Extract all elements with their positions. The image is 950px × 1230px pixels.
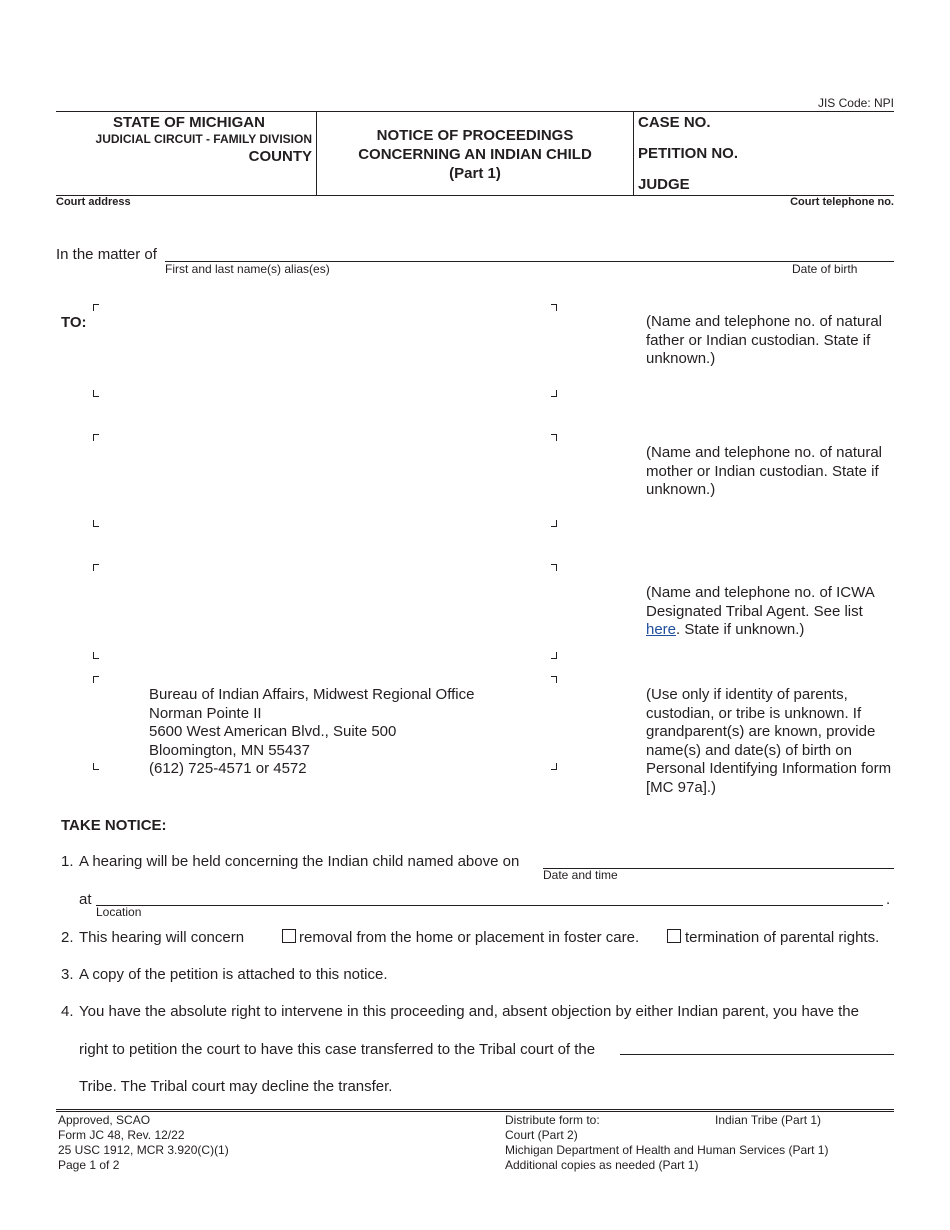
court-address-label: Court address [56,196,131,208]
tribal-agent-list-link[interactable]: here [646,621,677,638]
item2-number: 2. [61,929,74,946]
item4-line2: right to petition the court to have this case transferred to the Tribal court of the [79,1041,596,1058]
item1-number: 1. [61,853,74,870]
corner-mark [93,676,99,683]
corner-mark [93,652,99,659]
mother-note: (Name and telephone no. of natural mother or Indian custodian. State if unknown.) [646,444,882,498]
matter-label: In the matter of [56,246,157,263]
item3-number: 3. [61,966,74,983]
matter-name-caption: First and last name(s) alias(es) [165,262,330,276]
jis-code: JIS Code: NPI [817,96,894,110]
corner-mark [551,520,557,527]
hearing-location-input[interactable] [96,905,883,906]
bia-address-line: 5600 West American Blvd., Suite 500 [149,723,397,740]
footer-form-number: Form JC 48, Rev. 12/22 [58,1128,185,1142]
corner-mark [551,652,557,659]
footer-form-info [58,1113,229,1173]
form-title-line1: NOTICE OF PROCEEDINGS [376,127,574,144]
header-bottom-rule [56,195,894,196]
item4-number: 4. [61,1003,74,1020]
form-title-line3: (Part 1) [449,165,501,182]
form-title [317,126,633,183]
corner-mark [551,564,557,571]
petition-number-label: PETITION NO. [638,145,739,162]
court-telephone-label: Court telephone no. [790,196,894,208]
bia-address-line: Bloomington, MN 55437 [149,741,310,759]
footer-approved: Approved, SCAO [58,1113,151,1127]
footer-rule [56,1109,894,1110]
to-label: TO: [61,314,87,331]
take-notice-heading: TAKE NOTICE: [61,817,167,834]
corner-mark [551,763,557,770]
bia-address-line: Bureau of Indian Affairs, Midwest Regional Office [149,686,475,703]
tribe-name-input[interactable] [620,1054,894,1055]
footer-dist-additional: Additional copies as needed (Part 1) [505,1158,699,1172]
bia-note: (Use only if identity of parents, custodian, or tribe is unknown. If grandparent(s) are known, provide name(s) and date(s) of birth on Personal Identifying Information form [MC 97a].) [646,686,892,796]
footer-rule [56,1111,894,1112]
footer-dist-mdhhs: Michigan Department of Health and Human Services (Part 1) [505,1143,829,1157]
corner-mark [551,390,557,397]
item4-line3: Tribe. The Tribal court may decline the transfer. [79,1078,393,1095]
bia-address [149,686,474,779]
judicial-circuit-label: JUDICIAL CIRCUIT - FAMILY DIVISION [95,132,312,146]
tribe-note-text: (Name and telephone no. of ICWA Designated Tribal Agent. See list [646,584,874,620]
footer-dist-tribe-col [715,1113,821,1128]
location-period: . [886,891,891,908]
removal-option-label: removal from the home or placement in foster care. [299,929,640,946]
corner-mark [93,564,99,571]
item1-text: A hearing will be held concerning the Indian child named above on [79,853,520,870]
hearing-date-caption: Date and time [543,868,618,882]
corner-mark [93,763,99,770]
tribe-note [646,584,898,640]
footer-distribute-label: Distribute form to: [505,1113,600,1127]
matter-dob-caption: Date of birth [792,262,858,276]
corner-mark [551,304,557,311]
corner-mark [93,434,99,441]
termination-checkbox[interactable] [667,929,681,943]
corner-mark [551,676,557,683]
footer-dist-court: Court (Part 2) [505,1128,578,1142]
case-number-label: CASE NO. [638,114,711,131]
header-divider-right [633,111,634,195]
at-label: at [79,891,92,908]
footer-page-number: Page 1 of 2 [58,1158,120,1172]
footer-dist-tribe: Indian Tribe (Part 1) [715,1113,822,1127]
termination-option-label: termination of parental rights. [685,929,880,946]
item4-line1: You have the absolute right to intervene in this proceeding and, absent objection by either Indian parent, you have the [79,1003,859,1020]
corner-mark [93,520,99,527]
item2-text: This hearing will concern [79,929,245,946]
bia-address-line: Norman Pointe II [149,704,262,722]
corner-mark [93,304,99,311]
bia-address-line: (612) 725-4571 or 4572 [149,760,307,777]
header-top-rule [56,111,894,112]
corner-mark [551,434,557,441]
hearing-location-caption: Location [96,905,142,919]
item3-text: A copy of the petition is attached to this notice. [79,966,388,983]
removal-checkbox[interactable] [282,929,296,943]
father-note: (Name and telephone no. of natural father or Indian custodian. State if unknown.) [646,313,882,367]
tribe-note-text-end: . State if unknown.) [676,621,805,638]
county-label: COUNTY [248,148,312,165]
corner-mark [93,390,99,397]
judge-label: JUDGE [638,176,690,193]
state-title: STATE OF MICHIGAN [113,114,265,131]
form-title-line2: CONCERNING AN INDIAN CHILD [358,146,592,163]
footer-statute: 25 USC 1912, MCR 3.920(C)(1) [58,1143,229,1157]
